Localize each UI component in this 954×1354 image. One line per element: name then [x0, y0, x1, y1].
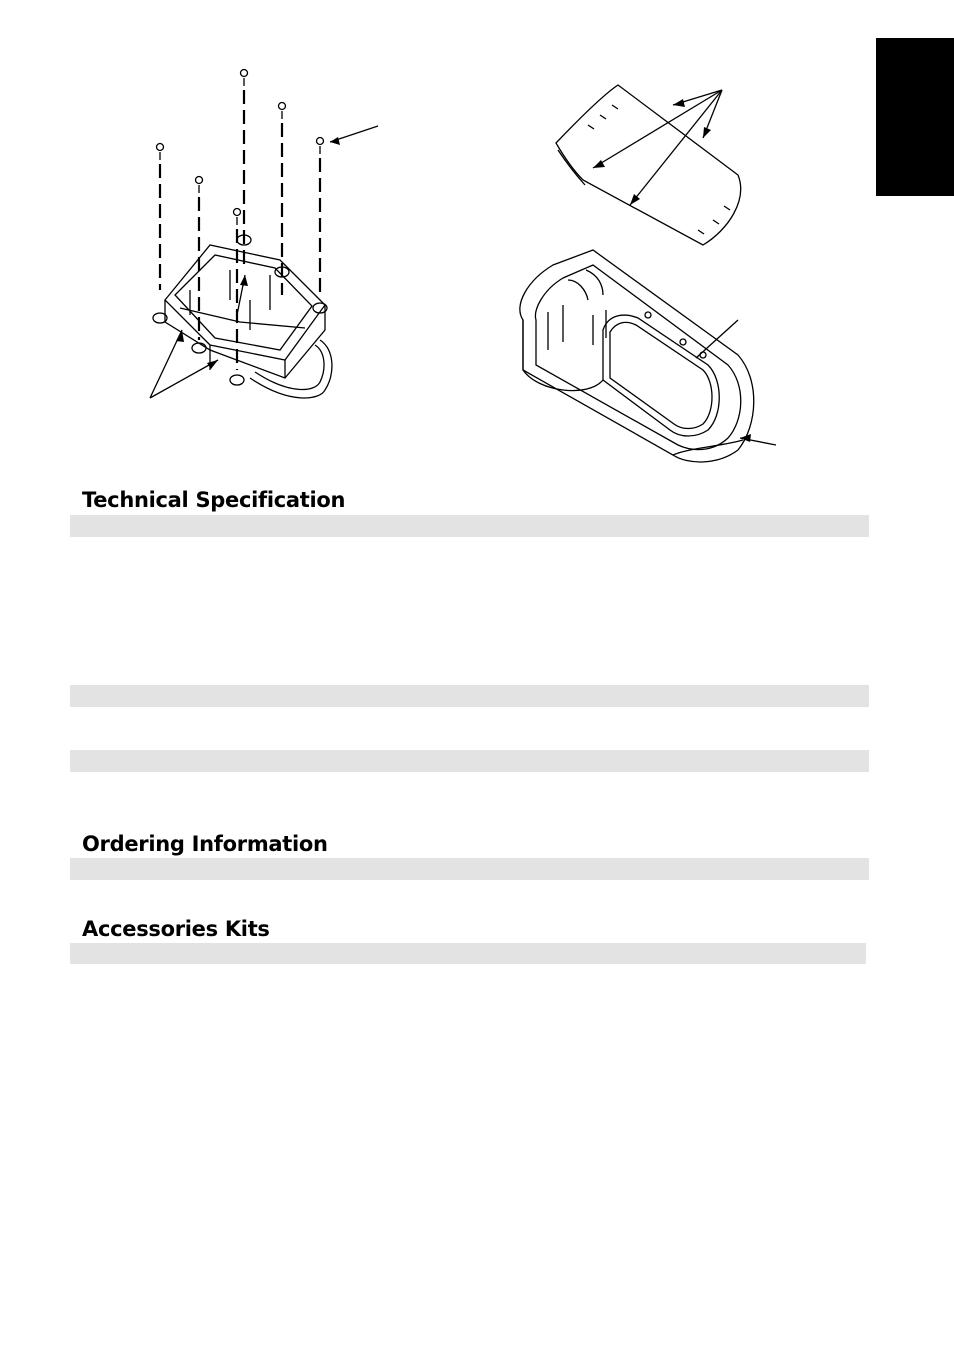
spec-band-3 — [70, 750, 869, 772]
language-tab — [876, 38, 954, 196]
screw-icon — [196, 177, 203, 194]
screw-icon — [241, 70, 248, 87]
spec-band-1 — [70, 515, 869, 537]
ordering-band — [70, 858, 869, 880]
housing-icon — [520, 250, 754, 462]
lens-icon — [556, 85, 741, 245]
bracket-screws-figure — [130, 60, 390, 405]
screw-icon — [234, 209, 241, 226]
screw-icon — [157, 144, 164, 161]
section-title-accessories-kits: Accessories Kits — [82, 917, 270, 941]
lens-housing-figure — [508, 80, 793, 470]
section-title-technical-specification: Technical Specification — [82, 488, 346, 512]
accessories-band — [70, 943, 866, 964]
screw-icon — [279, 103, 286, 120]
spec-band-2 — [70, 685, 869, 707]
screw-icon — [317, 138, 324, 155]
section-title-ordering-information: Ordering Information — [82, 832, 328, 856]
